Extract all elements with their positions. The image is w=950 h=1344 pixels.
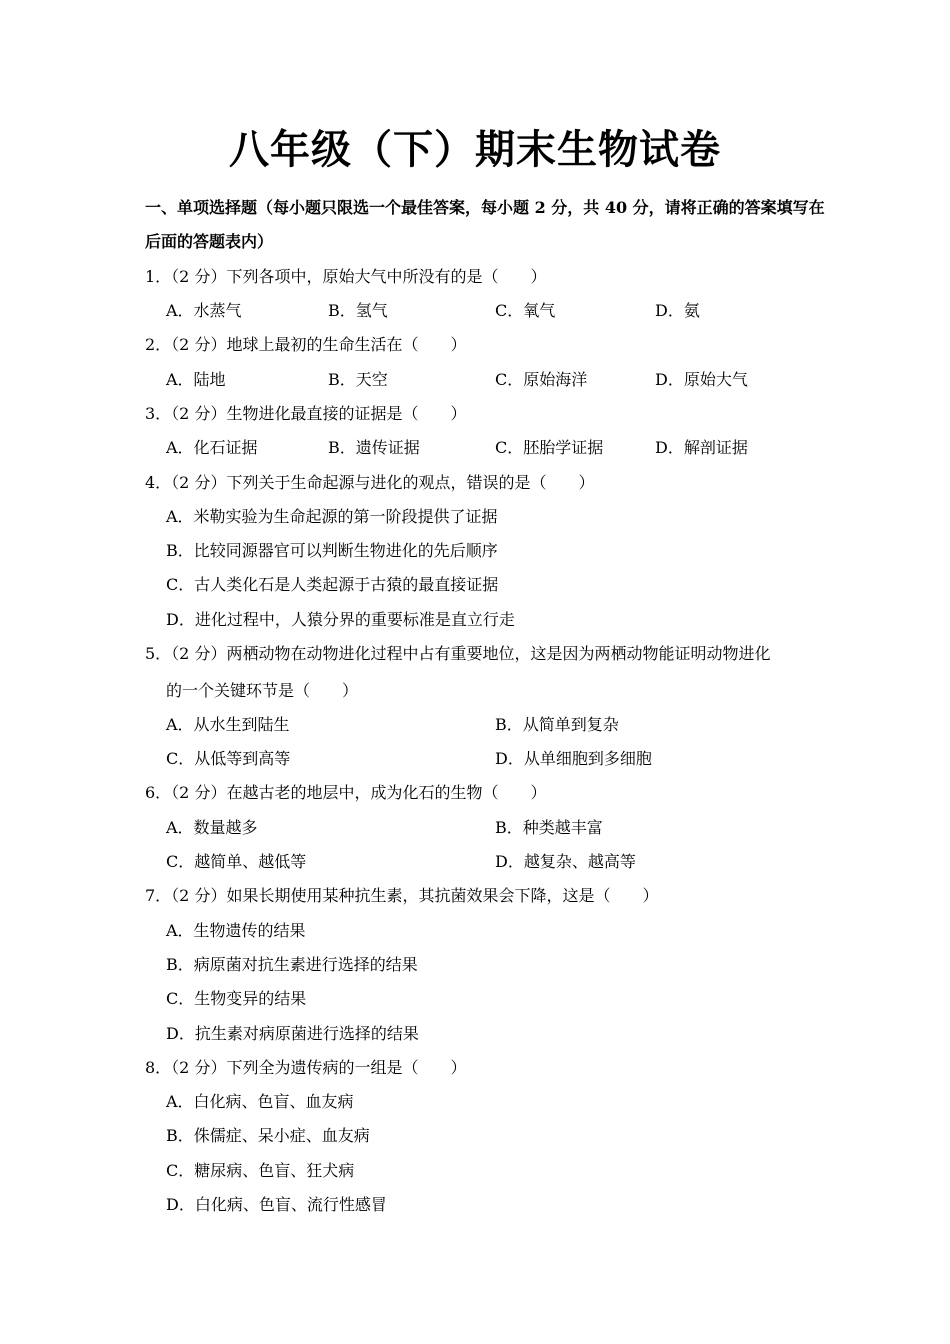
q4-option-d: D．进化过程中，人猿分界的重要标准是直立行走 — [166, 610, 515, 629]
q6-option-d: D．越复杂、越高等 — [495, 852, 636, 871]
q1-option-a: A．水蒸气 — [166, 301, 242, 320]
q6-option-b: B．种类越丰富 — [495, 818, 603, 837]
q3-option-c: C．胚胎学证据 — [495, 438, 604, 457]
question-2: 2．（2 分）地球上最初的生命生活在（ ） — [145, 335, 467, 354]
q7-option-d: D．抗生素对病原菌进行选择的结果 — [166, 1024, 419, 1043]
question-3: 3．（2 分）生物进化最直接的证据是（ ） — [145, 404, 467, 423]
q1-option-b: B．氢气 — [328, 301, 388, 320]
q4-option-a: A．米勒实验为生命起源的第一阶段提供了证据 — [166, 507, 498, 526]
q2-option-c: C．原始海洋 — [495, 370, 588, 389]
q8-option-b: B．侏儒症、呆小症、血友病 — [166, 1126, 370, 1145]
q7-option-b: B．病原菌对抗生素进行选择的结果 — [166, 955, 418, 974]
q8-option-d: D．白化病、色盲、流行性感冒 — [166, 1195, 387, 1214]
q5-option-b: B．从简单到复杂 — [495, 715, 619, 734]
q1-option-c: C．氧气 — [495, 301, 556, 320]
q2-option-b: B．天空 — [328, 370, 388, 389]
q7-option-a: A．生物遗传的结果 — [166, 921, 306, 940]
q3-option-b: B．遗传证据 — [328, 438, 420, 457]
q2-option-d: D．原始大气 — [655, 370, 748, 389]
q4-option-b: B．比较同源器官可以判断生物进化的先后顺序 — [166, 541, 498, 560]
question-5: 5．（2 分）两栖动物在动物进化过程中占有重要地位，这是因为两栖动物能证明动物进化 — [145, 644, 771, 663]
q5-option-a: A．从水生到陆生 — [166, 715, 290, 734]
q8-option-c: C．糖尿病、色盲、狂犬病 — [166, 1161, 355, 1180]
q2-option-a: A．陆地 — [166, 370, 226, 389]
question-4: 4．（2 分）下列关于生命起源与进化的观点，错误的是（ ） — [145, 473, 595, 492]
page-title: 八年级（下）期末生物试卷 — [229, 126, 721, 173]
q6-option-a: A．数量越多 — [166, 818, 258, 837]
question-6: 6．（2 分）在越古老的地层中，成为化石的生物（ ） — [145, 783, 547, 802]
q6-option-c: C．越简单、越低等 — [166, 852, 307, 871]
q5-option-c: C．从低等到高等 — [166, 749, 291, 768]
question-5-continued: 的一个关键环节是（ ） — [166, 681, 359, 700]
q8-option-a: A．白化病、色盲、血友病 — [166, 1092, 354, 1111]
q3-option-d: D．解剖证据 — [655, 438, 748, 457]
section-heading: 一、单项选择题（每小题只限选一个最佳答案，每小题 2 分，共 40 分，请将正确的答案填写在后面的答题表内） — [145, 198, 825, 251]
q5-option-d: D．从单细胞到多细胞 — [495, 749, 652, 768]
question-8: 8．（2 分）下列全为遗传病的一组是（ ） — [145, 1058, 467, 1077]
question-1: 1．（2 分）下列各项中，原始大气中所没有的是（ ） — [145, 267, 547, 286]
q7-option-c: C．生物变异的结果 — [166, 989, 307, 1008]
question-7: 7．（2 分）如果长期使用某种抗生素，其抗菌效果会下降，这是（ ） — [145, 886, 659, 905]
q4-option-c: C．古人类化石是人类起源于古猿的最直接证据 — [166, 575, 499, 594]
q3-option-a: A．化石证据 — [166, 438, 258, 457]
q1-option-d: D．氨 — [655, 301, 700, 320]
